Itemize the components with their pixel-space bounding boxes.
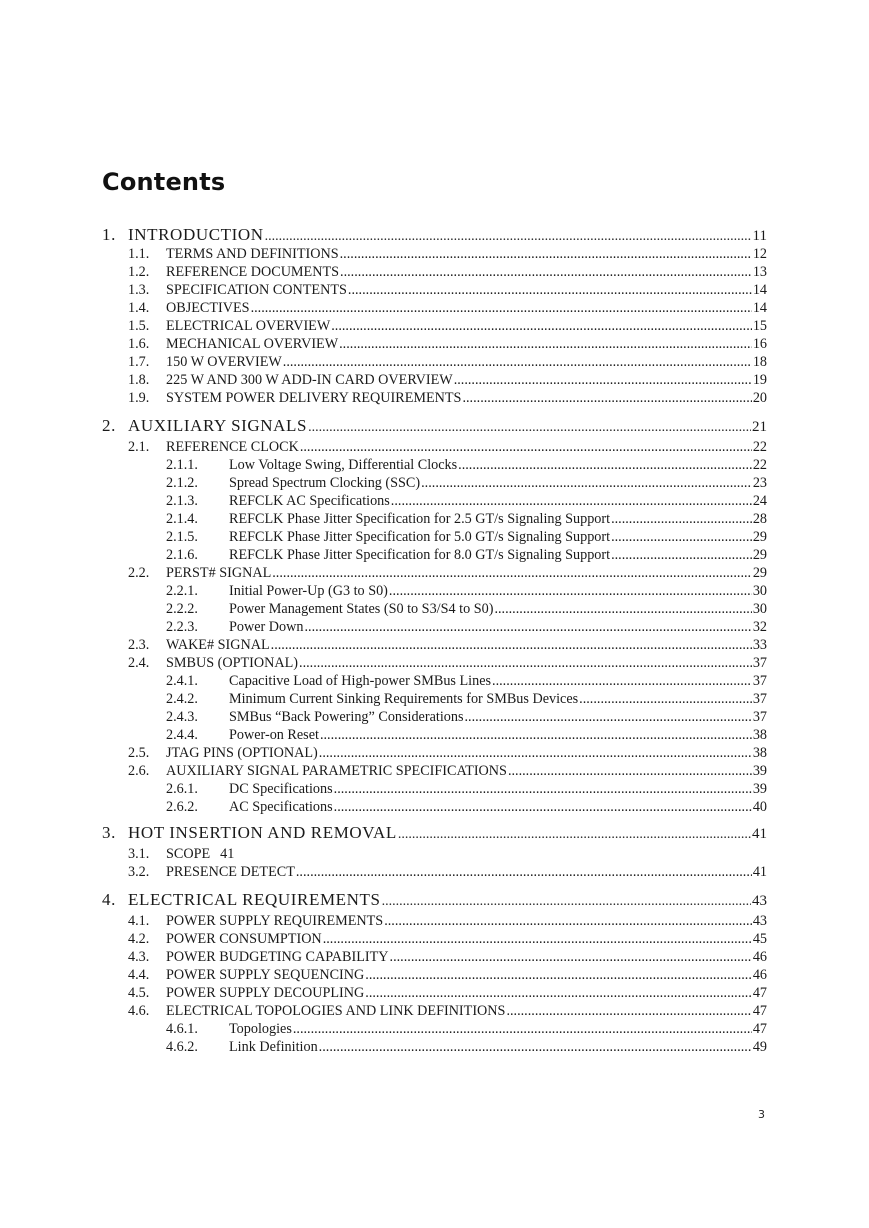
- toc-entry-page-number: 41: [752, 864, 767, 880]
- toc-entry-number: 2.2.3.: [166, 619, 198, 635]
- dot-leader: [271, 637, 752, 654]
- dot-leader: [390, 949, 752, 966]
- toc-entry-number: 2.4.4.: [166, 727, 198, 743]
- toc-entry-title: Capacitive Load of High-power SMBus Lines: [229, 673, 492, 689]
- toc-entry-page-number: 43: [752, 913, 767, 929]
- dot-leader: [421, 475, 752, 492]
- toc-entry-level-3[interactable]: [166, 619, 767, 636]
- toc-entry-title: MECHANICAL OVERVIEW: [166, 336, 339, 352]
- toc-entry-page-number: 37: [752, 709, 767, 725]
- toc-entry-page-number: 43: [752, 893, 767, 909]
- toc-entry-level-2[interactable]: [128, 931, 767, 948]
- toc-entry-level-3[interactable]: [166, 709, 767, 726]
- dot-leader: [293, 1021, 752, 1038]
- toc-entry-number: 2.1.4.: [166, 511, 198, 527]
- dot-leader: [365, 967, 752, 984]
- toc-entry-level-1[interactable]: [102, 823, 767, 843]
- toc-entry-level-3[interactable]: [166, 673, 767, 690]
- toc-entry-number: 2.1.2.: [166, 475, 198, 491]
- toc-entry-level-2[interactable]: [128, 565, 767, 582]
- toc-entry-page-number: 30: [752, 601, 767, 617]
- toc-entry-page-number: 16: [752, 336, 767, 352]
- toc-entry-level-3[interactable]: [166, 781, 767, 798]
- dot-leader: [462, 390, 751, 407]
- toc-entry-title: PRESENCE DETECT: [166, 864, 295, 880]
- toc-entry-title: SPECIFICATION CONTENTS: [166, 282, 347, 298]
- dot-leader: [382, 890, 751, 910]
- toc-entry-level-2[interactable]: [128, 864, 767, 881]
- toc-entry-level-2[interactable]: [128, 390, 767, 407]
- toc-entry-page-number: 41: [752, 826, 767, 842]
- toc-entry-number: 2.1.5.: [166, 529, 198, 545]
- toc-entry-level-2[interactable]: [128, 300, 767, 317]
- toc-entry-page-number: 24: [752, 493, 767, 509]
- toc-entry-number: 4.1.: [128, 913, 150, 929]
- toc-entry-level-3[interactable]: [166, 547, 767, 564]
- toc-entry-title: 150 W OVERVIEW: [166, 354, 282, 370]
- toc-entry-page-number: 21: [752, 419, 767, 435]
- toc-entry-number: 2.6.: [128, 763, 150, 779]
- toc-entry-number: 2.4.: [128, 655, 150, 671]
- dot-leader: [391, 493, 752, 510]
- dot-leader: [365, 985, 752, 1002]
- dot-leader: [384, 913, 752, 930]
- toc-entry-page-number: 28: [752, 511, 767, 527]
- dot-leader: [348, 282, 752, 299]
- toc-entry-page-number: 23: [752, 475, 767, 491]
- toc-entry-number: 2.1.6.: [166, 547, 198, 563]
- toc-entry-level-2[interactable]: [128, 439, 767, 456]
- toc-entry-title: ELECTRICAL TOPOLOGIES AND LINK DEFINITIONS: [166, 1003, 506, 1019]
- toc-entry-level-3[interactable]: [166, 691, 767, 708]
- toc-entry-title: SMBUS (OPTIONAL): [166, 655, 299, 671]
- toc-entry-number: 4.6.2.: [166, 1039, 198, 1055]
- toc-entry-level-1[interactable]: [102, 225, 767, 245]
- toc-entry-number: 4.6.1.: [166, 1021, 198, 1037]
- dot-leader: [454, 372, 752, 389]
- dot-leader: [299, 655, 752, 672]
- toc-entry-level-2[interactable]: [128, 763, 767, 780]
- toc-entry-level-2[interactable]: [128, 967, 767, 984]
- toc-entry-page-number: 29: [752, 565, 767, 581]
- toc-entry-title: TERMS AND DEFINITIONS: [166, 246, 339, 262]
- toc-entry-number: 3.2.: [128, 864, 150, 880]
- toc-entry-title: Spread Spectrum Clocking (SSC): [229, 475, 421, 491]
- toc-entry-number: 4.3.: [128, 949, 150, 965]
- dot-leader: [319, 1039, 752, 1056]
- toc-entry-title: POWER CONSUMPTION: [166, 931, 322, 947]
- toc-entry-page-number: 39: [752, 781, 767, 797]
- toc-entry-number: 2.1.3.: [166, 493, 198, 509]
- dot-leader: [323, 931, 752, 948]
- toc-entry-title: JTAG PINS (OPTIONAL): [166, 745, 318, 761]
- toc-entry-title: POWER BUDGETING CAPABILITY: [166, 949, 389, 965]
- toc-entry-level-3[interactable]: [166, 799, 767, 816]
- toc-entry-title: AC Specifications: [229, 799, 333, 815]
- toc-entry-level-3[interactable]: [166, 493, 767, 510]
- toc-entry-title: SCOPE: [166, 846, 211, 862]
- dot-leader: [494, 601, 751, 618]
- toc-entry-level-3[interactable]: [166, 727, 767, 744]
- dot-leader: [265, 225, 752, 245]
- toc-entry-page-number: 12: [752, 246, 767, 262]
- dot-leader: [334, 781, 752, 798]
- dot-leader: [308, 416, 751, 436]
- dot-leader: [508, 763, 752, 780]
- toc-entry-title: Power-on Reset: [229, 727, 319, 743]
- toc-entry-number: 4.6.: [128, 1003, 150, 1019]
- toc-entry-title: REFCLK Phase Jitter Specification for 8.0 GT/s Signaling Support: [229, 547, 611, 563]
- toc-entry-title: REFERENCE CLOCK: [166, 439, 299, 455]
- toc-entry-page-number: 46: [752, 967, 767, 983]
- toc-entry-page-number: 47: [752, 985, 767, 1001]
- toc-entry-title: OBJECTIVES: [166, 300, 250, 316]
- toc-entry-level-3[interactable]: [166, 1021, 767, 1038]
- toc-entry-title: Link Definition: [229, 1039, 318, 1055]
- toc-entry-number: 1.2.: [128, 264, 150, 280]
- toc-entry-level-1[interactable]: [102, 890, 767, 910]
- dot-leader: [464, 709, 751, 726]
- toc-entry-title: REFERENCE DOCUMENTS: [166, 264, 340, 280]
- toc-entry-level-2[interactable]: [128, 637, 767, 654]
- toc-entry-page-number: 14: [752, 300, 767, 316]
- toc-entry-title: REFCLK Phase Jitter Specification for 2.5 GT/s Signaling Support: [229, 511, 611, 527]
- toc-entry-number: 1.5.: [128, 318, 150, 334]
- dot-leader: [398, 823, 751, 843]
- toc-entry-level-2[interactable]: [128, 985, 767, 1002]
- toc-entry-level-2[interactable]: [128, 354, 767, 371]
- toc-entry-page-number: 46: [752, 949, 767, 965]
- toc-entry-number: 1.3.: [128, 282, 150, 298]
- toc-entry-title: ELECTRICAL OVERVIEW: [166, 318, 331, 334]
- toc-entry-number: 3.1.: [128, 846, 150, 862]
- toc-entry-level-2[interactable]: [128, 246, 767, 263]
- toc-entry-page-number: 37: [752, 691, 767, 707]
- toc-entry-title: AUXILIARY SIGNALS: [128, 416, 308, 435]
- dot-leader: [579, 691, 752, 708]
- toc-entry-number: 3.: [102, 823, 116, 842]
- toc-entry-page-number: 15: [752, 318, 767, 334]
- dot-leader: [334, 799, 752, 816]
- dot-leader: [340, 264, 752, 281]
- toc-entry-number: 2.: [102, 416, 116, 435]
- toc-entry-level-3[interactable]: [166, 475, 767, 492]
- toc-entry-level-2[interactable]: [128, 745, 767, 762]
- dot-leader: [331, 318, 752, 335]
- toc-entry-title: REFCLK Phase Jitter Specification for 5.0 GT/s Signaling Support: [229, 529, 611, 545]
- toc-entry-page-number: 40: [752, 799, 767, 815]
- dot-leader: [389, 583, 752, 600]
- toc-entry-number: 1.: [102, 225, 116, 244]
- toc-entry-page-number: 14: [752, 282, 767, 298]
- dot-leader: [611, 529, 752, 546]
- toc-entry-title: POWER SUPPLY SEQUENCING: [166, 967, 365, 983]
- toc-entry-page-number: 37: [752, 673, 767, 689]
- dot-leader: [339, 336, 752, 353]
- toc-entry-title: PERST# SIGNAL: [166, 565, 272, 581]
- toc-entry-level-2[interactable]: [128, 655, 767, 672]
- toc-entry-page-number: 18: [752, 354, 767, 370]
- dot-leader: [300, 439, 752, 456]
- toc-entry-page-number: 11: [752, 228, 767, 244]
- toc-entry-title: Power Management States (S0 to S3/S4 to S0): [229, 601, 494, 617]
- toc-entry-title: ELECTRICAL REQUIREMENTS: [128, 890, 381, 909]
- toc-entry-number: 1.1.: [128, 246, 150, 262]
- dot-leader: [319, 745, 752, 762]
- toc-entry-page-number: 20: [752, 390, 767, 406]
- toc-entry-number: 4.: [102, 890, 116, 909]
- toc-entry-page-number: 47: [752, 1003, 767, 1019]
- toc-entry-level-2[interactable]: [128, 336, 767, 353]
- toc-entry-number: 2.2.: [128, 565, 150, 581]
- toc-entry-level-2[interactable]: [128, 913, 767, 930]
- toc-entry-number: 2.1.: [128, 439, 150, 455]
- dot-leader: [458, 457, 752, 474]
- toc-entry-title: SYSTEM POWER DELIVERY REQUIREMENTS: [166, 390, 462, 406]
- toc-entry-level-3[interactable]: [166, 601, 767, 618]
- toc-entry-level-2[interactable]: [128, 282, 767, 299]
- toc-entry-page-number: 29: [752, 529, 767, 545]
- toc-entry-number: 2.5.: [128, 745, 150, 761]
- toc-entry-title: INTRODUCTION: [128, 225, 264, 244]
- toc-entry-title: Initial Power-Up (G3 to S0): [229, 583, 388, 599]
- toc-entry-page-number: 39: [752, 763, 767, 779]
- toc-entry-number: 2.3.: [128, 637, 150, 653]
- toc-entry-level-2[interactable]: [128, 949, 767, 966]
- toc-entry-title: REFCLK AC Specifications: [229, 493, 390, 509]
- toc-entry-level-2[interactable]: [128, 1003, 767, 1020]
- toc-entry-title: WAKE# SIGNAL: [166, 637, 270, 653]
- dot-leader: [320, 727, 752, 744]
- toc-entry-number: 1.4.: [128, 300, 150, 316]
- toc-entry-level-3[interactable]: [166, 457, 767, 474]
- toc-entry-number: 2.2.1.: [166, 583, 198, 599]
- toc-entry-number: 2.1.1.: [166, 457, 198, 473]
- toc-entry-page-number: 33: [752, 637, 767, 653]
- toc-entry-level-2[interactable]: [128, 372, 767, 389]
- toc-entry-page-number: 38: [752, 727, 767, 743]
- dot-leader: [304, 619, 751, 636]
- toc-entry-title: DC Specifications: [229, 781, 333, 797]
- toc-entry-page-number: 19: [752, 372, 767, 388]
- toc-entry-page-number: 22: [752, 439, 767, 455]
- toc-entry-title: Minimum Current Sinking Requirements for SMBus Devices: [229, 691, 579, 707]
- toc-entry-number: 4.4.: [128, 967, 150, 983]
- dot-leader: [492, 673, 752, 690]
- toc-entry-page-number: 30: [752, 583, 767, 599]
- dot-leader: [611, 511, 752, 528]
- toc-entry-page-number: 22: [752, 457, 767, 473]
- toc-entry-number: 1.9.: [128, 390, 150, 406]
- toc-entry-page-number: 47: [752, 1021, 767, 1037]
- toc-entry-title: AUXILIARY SIGNAL PARAMETRIC SPECIFICATIONS: [166, 763, 507, 779]
- toc-entry-page-number: 32: [752, 619, 767, 635]
- toc-entry-number: 4.2.: [128, 931, 150, 947]
- dot-leader: [296, 864, 752, 881]
- toc-entry-number: 1.7.: [128, 354, 150, 370]
- toc-entry-level-3[interactable]: [166, 1039, 767, 1056]
- toc-entry-number: 2.2.2.: [166, 601, 198, 617]
- dot-leader: [340, 246, 752, 263]
- toc-entry-page-number: 29: [752, 547, 767, 563]
- toc-entry-title: Low Voltage Swing, Differential Clocks: [229, 457, 458, 473]
- dot-leader: [251, 300, 752, 317]
- toc-entry-number: 2.4.2.: [166, 691, 198, 707]
- dot-leader: [611, 547, 752, 564]
- dot-leader: [272, 565, 752, 582]
- toc-entry-number: 4.5.: [128, 985, 150, 1001]
- footer-page-number: 3: [758, 1108, 765, 1121]
- toc-entry-number: 2.6.1.: [166, 781, 198, 797]
- toc-entry-level-2[interactable]: [128, 264, 767, 281]
- toc-entry-page-number: 13: [752, 264, 767, 280]
- toc-entry-title: POWER SUPPLY REQUIREMENTS: [166, 913, 384, 929]
- toc-entry-number: 2.4.1.: [166, 673, 198, 689]
- toc-entry-title: Power Down: [229, 619, 304, 635]
- dot-leader: [506, 1003, 751, 1020]
- toc-entry-page-number: 37: [752, 655, 767, 671]
- toc-entry-number: 2.4.3.: [166, 709, 198, 725]
- toc-entry-level-3[interactable]: [166, 511, 767, 528]
- toc-entry-title: 225 W AND 300 W ADD-IN CARD OVERVIEW: [166, 372, 453, 388]
- toc-entry-level-3[interactable]: [166, 583, 767, 600]
- toc-entry-number: 1.6.: [128, 336, 150, 352]
- toc-entry-level-2[interactable]: [128, 846, 767, 863]
- toc-entry-level-3[interactable]: [166, 529, 767, 546]
- toc-entry-title: HOT INSERTION AND REMOVAL: [128, 823, 397, 842]
- dot-leader: [283, 354, 752, 371]
- toc-entry-page-number: 49: [752, 1039, 767, 1055]
- toc-entry-page-number: 41: [220, 846, 235, 862]
- toc-entry-number: 2.6.2.: [166, 799, 198, 815]
- toc-entry-number: 1.8.: [128, 372, 150, 388]
- toc-entry-title: SMBus “Back Powering” Considerations: [229, 709, 464, 725]
- toc-entry-level-1[interactable]: [102, 416, 767, 436]
- page-title: Contents: [102, 168, 226, 196]
- toc-entry-page-number: 45: [752, 931, 767, 947]
- toc-entry-level-2[interactable]: [128, 318, 767, 335]
- toc-entry-title: Topologies: [229, 1021, 292, 1037]
- toc-entry-title: POWER SUPPLY DECOUPLING: [166, 985, 365, 1001]
- toc-entry-page-number: 38: [752, 745, 767, 761]
